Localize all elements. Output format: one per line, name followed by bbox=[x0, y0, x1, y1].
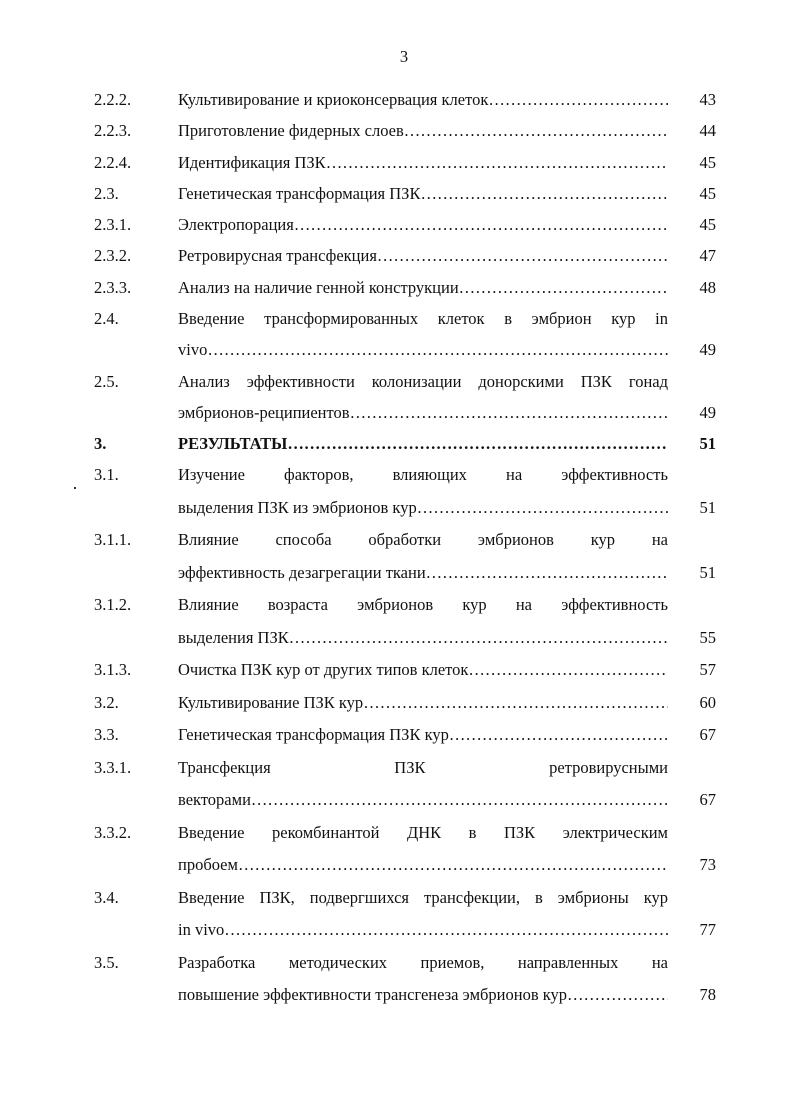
page-ref-number: 57 bbox=[699, 660, 716, 679]
page-ref-number: 44 bbox=[699, 121, 716, 141]
section-title bbox=[178, 719, 668, 752]
dot-leader bbox=[417, 492, 668, 525]
section-title bbox=[178, 147, 668, 178]
section-title bbox=[178, 882, 668, 947]
page-ref bbox=[668, 752, 716, 817]
page-ref-number: 49 bbox=[699, 340, 716, 360]
title-line: эффективность дезагрегации ткани bbox=[178, 562, 426, 582]
dot-leader bbox=[404, 115, 668, 146]
page-ref bbox=[668, 654, 716, 687]
title-line: Введение рекомбинантой ДНК в ПЗК электрическим bbox=[178, 822, 668, 842]
section-title bbox=[178, 947, 668, 1012]
page-ref bbox=[668, 882, 716, 947]
section-number: 3.3.2. bbox=[94, 822, 132, 842]
table-of-contents-bottom bbox=[94, 459, 716, 1012]
dot-leader bbox=[287, 428, 668, 459]
page-ref-number: 43 bbox=[699, 90, 716, 109]
toc-entry bbox=[94, 115, 716, 146]
title-line: Влияние способа обработки эмбрионов кур на bbox=[178, 530, 668, 549]
section-title bbox=[178, 272, 668, 303]
page-ref-number: 60 bbox=[699, 692, 716, 712]
section-title bbox=[178, 209, 668, 240]
section-number: 3.1. bbox=[94, 465, 119, 484]
toc-entry bbox=[94, 589, 716, 654]
title-line: Введение трансформированных клеток в эмбрион кур in bbox=[178, 309, 668, 329]
page-ref bbox=[668, 115, 716, 146]
title-line: Анализ эффективности колонизации донорскими ПЗК гонад bbox=[178, 371, 668, 391]
page-ref-number: 78 bbox=[699, 985, 716, 1004]
title-line: Генетическая трансформация ПЗК bbox=[178, 183, 421, 203]
section-title bbox=[178, 240, 668, 271]
section-number: 3.1.1. bbox=[94, 530, 132, 549]
page-ref-number: 45 bbox=[699, 183, 716, 203]
title-line: Очистка ПЗК кур от других типов клеток bbox=[178, 660, 469, 679]
title-line: Идентификация ПЗК bbox=[178, 152, 326, 172]
title-line: векторами bbox=[178, 790, 251, 809]
section-title bbox=[178, 115, 668, 146]
section-title bbox=[178, 654, 668, 687]
title-line: Культивирование и криоконсервация клеток bbox=[178, 90, 489, 109]
page-ref bbox=[668, 84, 716, 115]
toc-entry bbox=[94, 719, 716, 752]
toc-entry bbox=[94, 687, 716, 720]
dot-leader bbox=[326, 147, 668, 178]
section-number: 2.3.3. bbox=[94, 277, 132, 297]
section-number: 2.3. bbox=[94, 183, 119, 203]
section-title bbox=[178, 589, 668, 654]
page-ref bbox=[668, 147, 716, 178]
section-number: 3.1.2. bbox=[94, 595, 132, 614]
section-number: 2.2.4. bbox=[94, 152, 132, 172]
section-title bbox=[178, 428, 668, 459]
section-number: 2.2.3. bbox=[94, 121, 132, 141]
title-line: эмбрионов-реципиентов bbox=[178, 402, 350, 422]
title-line: Ретровирусная трансфекция bbox=[178, 246, 377, 266]
section-number: 3.3.1. bbox=[94, 757, 132, 777]
title-line: Трансфекция ПЗК ретровирусными bbox=[178, 757, 668, 777]
section-number: 3.1.3. bbox=[94, 660, 132, 679]
title-line: vivo bbox=[178, 340, 208, 360]
page-ref bbox=[668, 240, 716, 271]
table-of-contents-top bbox=[94, 84, 716, 460]
toc-entry bbox=[94, 84, 716, 115]
title-line: Электропорация bbox=[178, 215, 294, 235]
title-line: Введение ПЗК, подвергшихся трансфекции, в эмбрионы кур bbox=[178, 887, 668, 907]
section-title bbox=[178, 84, 668, 115]
section-title bbox=[178, 366, 668, 429]
toc-entry bbox=[94, 459, 716, 524]
dot-leader bbox=[294, 209, 668, 240]
toc-entry bbox=[94, 303, 716, 366]
section-number: 3.2. bbox=[94, 692, 119, 712]
page-ref bbox=[668, 428, 716, 459]
page-number: 3 bbox=[399, 47, 409, 66]
page-ref-number: 73 bbox=[699, 855, 716, 874]
toc-entry bbox=[94, 366, 716, 429]
section-number: 2.5. bbox=[94, 371, 119, 391]
section-title bbox=[178, 303, 668, 366]
dot-leader bbox=[251, 784, 668, 817]
title-line: повышение эффективности трансгенеза эмбрионов кур bbox=[178, 985, 568, 1004]
page-ref-number: 51 bbox=[699, 562, 716, 582]
toc-entry bbox=[94, 240, 716, 271]
title-line: Культивирование ПЗК кур bbox=[178, 692, 364, 712]
dot-leader bbox=[449, 719, 668, 752]
page-ref bbox=[668, 947, 716, 1012]
page-ref bbox=[668, 459, 716, 524]
section-number: 2.3.1. bbox=[94, 215, 132, 235]
dot-leader bbox=[468, 654, 668, 687]
page-ref-number: 45 bbox=[699, 215, 716, 235]
page-ref-number: 55 bbox=[699, 627, 716, 647]
page-ref-number: 51 bbox=[699, 497, 716, 517]
page-ref-number: 47 bbox=[699, 246, 716, 266]
page-ref-number: 45 bbox=[699, 152, 716, 172]
section-number: 2.4. bbox=[94, 309, 119, 329]
page-ref bbox=[668, 178, 716, 209]
page-ref bbox=[668, 272, 716, 303]
title-line: пробоем bbox=[178, 855, 238, 874]
section-number: 2.3.2. bbox=[94, 246, 132, 266]
page-ref-number: 48 bbox=[699, 277, 716, 297]
dot-leader bbox=[350, 397, 668, 428]
toc-entry bbox=[94, 524, 716, 589]
title-line: Анализ на наличие генной конструкции bbox=[178, 277, 459, 297]
toc-entry bbox=[94, 178, 716, 209]
title-line: Изучение факторов, влияющих на эффективность bbox=[178, 465, 668, 484]
page-ref bbox=[668, 719, 716, 752]
section-title bbox=[178, 817, 668, 882]
section-number: 2.2.2. bbox=[94, 90, 132, 109]
page-ref bbox=[668, 589, 716, 654]
page-ref-number: 77 bbox=[699, 920, 716, 939]
section-title bbox=[178, 524, 668, 589]
page-ref-number: 51 bbox=[699, 434, 716, 454]
section-title bbox=[178, 687, 668, 720]
page-ref-number: 49 bbox=[699, 402, 716, 422]
section-number: 3.4. bbox=[94, 887, 119, 907]
dot-leader bbox=[207, 334, 668, 365]
title-line: Влияние возраста эмбрионов кур на эффективность bbox=[178, 595, 668, 614]
toc-entry bbox=[94, 947, 716, 1012]
dot-leader bbox=[363, 687, 668, 720]
dot-leader bbox=[224, 914, 668, 947]
section-title bbox=[178, 752, 668, 817]
title-line: Разработка методических приемов, направленных на bbox=[178, 952, 668, 972]
toc-entry bbox=[94, 752, 716, 817]
dot-leader bbox=[377, 240, 668, 271]
toc-entry bbox=[94, 272, 716, 303]
title-line: РЕЗУЛЬТАТЫ bbox=[178, 434, 288, 454]
title-line: выделения ПЗК bbox=[178, 627, 289, 647]
title-line: in vivo bbox=[178, 920, 225, 939]
toc-entry bbox=[94, 882, 716, 947]
dot-leader bbox=[567, 979, 668, 1012]
title-line: Приготовление фидерных слоев bbox=[178, 121, 404, 141]
dot-leader bbox=[238, 849, 668, 882]
section-number: 3.3. bbox=[94, 725, 119, 744]
toc-entry bbox=[94, 209, 716, 240]
title-line: Генетическая трансформация ПЗК кур bbox=[178, 725, 449, 744]
page-ref bbox=[668, 209, 716, 240]
page-ref-number: 67 bbox=[699, 790, 716, 809]
dot-leader bbox=[459, 272, 668, 303]
page-ref bbox=[668, 366, 716, 429]
page-ref bbox=[668, 303, 716, 366]
dot-leader bbox=[426, 557, 668, 590]
stray-mark bbox=[74, 487, 76, 489]
toc-entry bbox=[94, 817, 716, 882]
dot-leader bbox=[420, 178, 668, 209]
section-number: 3. bbox=[94, 434, 107, 454]
toc-entry bbox=[94, 428, 716, 459]
title-line: выделения ПЗК из эмбрионов кур bbox=[178, 497, 417, 517]
page-ref-number: 67 bbox=[699, 725, 716, 744]
section-title bbox=[178, 178, 668, 209]
page-ref bbox=[668, 687, 716, 720]
toc-entry bbox=[94, 654, 716, 687]
page-ref bbox=[668, 524, 716, 589]
dot-leader bbox=[488, 84, 668, 115]
dot-leader bbox=[289, 622, 668, 655]
section-title bbox=[178, 459, 668, 524]
toc-entry bbox=[94, 147, 716, 178]
page-ref bbox=[668, 817, 716, 882]
section-number: 3.5. bbox=[94, 952, 119, 972]
